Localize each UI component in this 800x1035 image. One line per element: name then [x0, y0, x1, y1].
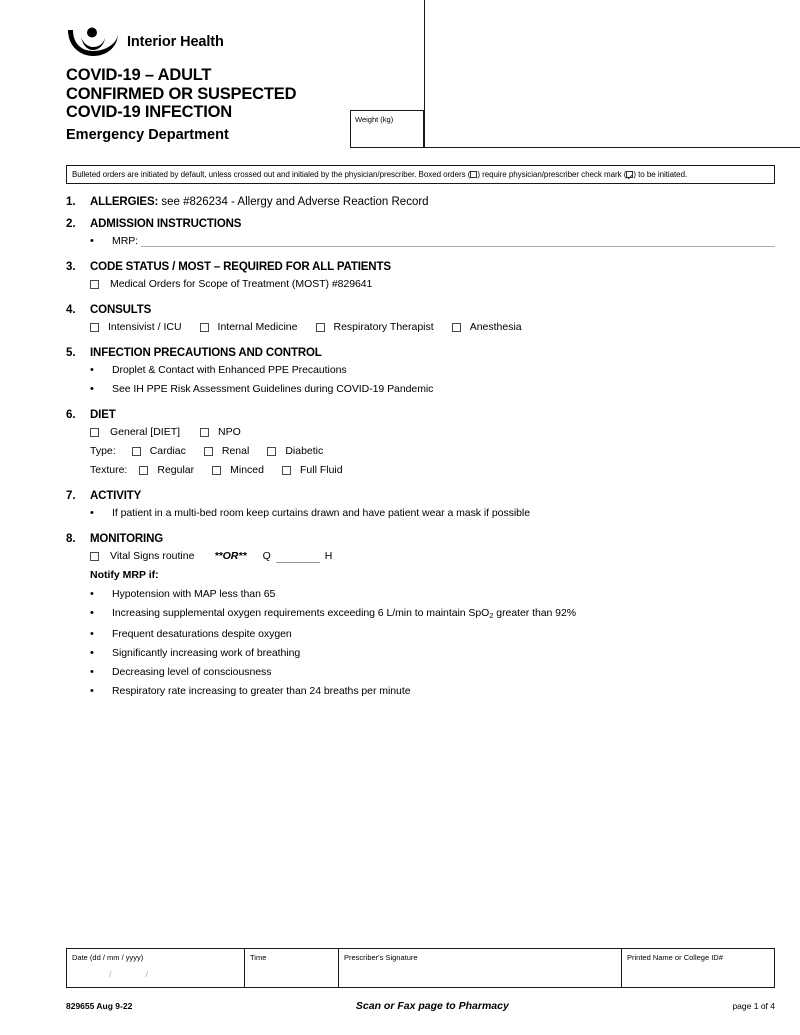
section-number: 8. — [66, 533, 76, 545]
diet-minced-checkbox[interactable] — [212, 466, 221, 475]
signature-table — [66, 948, 775, 988]
list-item — [90, 504, 800, 523]
section-number: 2. — [66, 218, 76, 230]
consult-respiratory-therapist-label: Respiratory Therapist — [333, 321, 434, 333]
diet-type-row — [90, 442, 800, 461]
section-allergies — [0, 196, 800, 208]
bullet-icon — [90, 663, 112, 682]
bullet-icon — [90, 644, 112, 663]
diet-cardiac-checkbox[interactable] — [132, 447, 141, 456]
orders-notice-bar — [66, 165, 775, 184]
oxygen-text-a: Increasing supplemental oxygen requirements exceeding 6 L/min to maintain SpO — [112, 607, 490, 619]
diet-renal-label: Renal — [221, 445, 250, 457]
diet-diabetic-checkbox[interactable] — [267, 447, 276, 456]
notify-text-oxygen — [112, 604, 576, 625]
section-number: 3. — [66, 261, 76, 273]
notice-part-1: Bulleted orders are initiated by default, unless crossed out and initialed by the physician/prescriber. Boxed orders ( — [72, 169, 471, 179]
page-footer — [66, 1000, 775, 1012]
list-item — [90, 663, 800, 682]
diet-primary-row — [90, 423, 800, 442]
activity-text: If patient in a multi-bed room keep curtains drawn and have patient wear a mask if possible — [112, 507, 531, 519]
most-order-row[interactable] — [90, 275, 800, 294]
notify-text: Significantly increasing work of breathing — [112, 647, 301, 659]
section-number: 1. — [66, 196, 76, 208]
diet-type-label: Type: — [90, 445, 116, 457]
section-number: 5. — [66, 347, 76, 359]
consult-option-anesthesia[interactable] — [452, 318, 522, 337]
section-title — [90, 196, 429, 208]
notify-mrp-heading: Notify MRP if: — [90, 569, 159, 581]
bullet-icon — [90, 604, 112, 623]
list-item — [90, 585, 800, 604]
diet-texture-row — [90, 461, 800, 480]
notify-text: Frequent desaturations despite oxygen — [112, 628, 292, 640]
form-content — [0, 196, 800, 711]
diet-minced-label: Minced — [230, 464, 264, 476]
diet-texture-label: Texture: — [90, 464, 128, 476]
q-frequency-prefix: Q — [262, 550, 271, 562]
section-title: CODE STATUS / MOST – REQUIRED FOR ALL PATIENTS — [90, 261, 391, 273]
diet-diabetic-label: Diabetic — [285, 445, 324, 457]
vital-signs-checkbox[interactable] — [90, 552, 99, 561]
consult-option-respiratory-therapist[interactable] — [316, 318, 434, 337]
section-monitoring — [0, 533, 800, 701]
most-checkbox[interactable] — [90, 280, 99, 289]
weight-field[interactable] — [350, 110, 424, 148]
section-diet — [0, 409, 800, 480]
diet-regular-checkbox[interactable] — [139, 466, 148, 475]
vital-signs-option[interactable] — [90, 547, 194, 566]
list-item — [90, 625, 800, 644]
diet-texture-full-fluid[interactable] — [282, 461, 343, 480]
diet-option-npo[interactable] — [200, 423, 241, 442]
time-column-header: Time — [250, 953, 267, 962]
vital-signs-row — [90, 547, 800, 566]
bullet-icon — [90, 585, 112, 604]
diet-renal-checkbox[interactable] — [204, 447, 213, 456]
diet-texture-regular[interactable] — [139, 461, 194, 480]
section-infection-precautions — [0, 347, 800, 399]
mrp-input-line[interactable] — [141, 246, 775, 247]
diet-option-general[interactable] — [90, 423, 180, 442]
consult-option-intensivist[interactable] — [90, 318, 182, 337]
consult-intensivist-checkbox[interactable] — [90, 323, 99, 332]
notice-part-2: ) require physician/prescriber check mark ( — [477, 169, 627, 179]
header-horizontal-divider — [350, 147, 800, 148]
weight-label: Weight (kg) — [355, 115, 394, 124]
date-cell[interactable] — [67, 949, 245, 987]
diet-type-diabetic[interactable] — [267, 442, 323, 461]
section-code-status — [0, 261, 800, 294]
section-number: 7. — [66, 490, 76, 502]
section-number: 4. — [66, 304, 76, 316]
q-frequency-input[interactable] — [276, 551, 320, 563]
notify-text: Respiratory rate increasing to greater than 24 breaths per minute — [112, 685, 411, 697]
section-title: ADMISSION INSTRUCTIONS — [90, 218, 242, 230]
most-label: Medical Orders for Scope of Treatment (MOST) #829641 — [110, 278, 373, 290]
section-title: CONSULTS — [90, 304, 152, 316]
vital-signs-label: Vital Signs routine — [110, 550, 195, 562]
section-number: 6. — [66, 409, 76, 421]
diet-general-checkbox[interactable] — [90, 428, 99, 437]
notify-text: Decreasing level of consciousness — [112, 666, 272, 678]
consult-intensivist-label: Intensivist / ICU — [108, 321, 182, 333]
time-cell[interactable] — [245, 949, 339, 987]
header-vertical-divider — [424, 0, 425, 148]
spo2-subscript: 2 — [489, 611, 494, 620]
interior-health-person-logo-icon — [66, 27, 120, 57]
diet-general-label: General [DIET] — [110, 426, 181, 438]
consult-internal-medicine-checkbox[interactable] — [200, 323, 209, 332]
organization-logo — [66, 27, 224, 57]
page-number: page 1 of 4 — [732, 1001, 775, 1011]
or-separator: **OR** — [214, 550, 247, 562]
consults-options-row — [90, 318, 800, 337]
pharmacy-note: Scan or Fax page to Pharmacy — [355, 1000, 509, 1012]
list-item — [90, 644, 800, 663]
notice-part-3: ) to be initiated. — [633, 169, 688, 179]
notify-text: Hypotension with MAP less than 65 — [112, 588, 276, 600]
signature-column-header: Prescriber's Signature — [344, 953, 418, 962]
form-number: 829655 Aug 9-22 — [66, 1001, 133, 1011]
oxygen-text-b: greater than 92% — [493, 607, 577, 619]
list-item — [90, 604, 800, 625]
section-admission-instructions — [0, 218, 800, 251]
diet-cardiac-label: Cardiac — [149, 445, 186, 457]
diet-npo-label: NPO — [218, 426, 241, 438]
bullet-icon — [90, 682, 112, 701]
page-header — [0, 0, 800, 150]
section-title: INFECTION PRECAUTIONS AND CONTROL — [90, 347, 322, 359]
page-subtitle: Emergency Department — [66, 126, 229, 143]
bullet-icon — [90, 232, 112, 251]
consult-respiratory-therapist-checkbox[interactable] — [316, 323, 325, 332]
section-consults — [0, 304, 800, 337]
diet-npo-checkbox[interactable] — [200, 428, 209, 437]
diet-type-cardiac[interactable] — [132, 442, 186, 461]
page-title — [66, 66, 296, 145]
title-line-1: COVID-19 – ADULT — [66, 66, 212, 84]
consult-anesthesia-label: Anesthesia — [469, 321, 522, 333]
orders-notice-text — [72, 170, 687, 180]
printed-name-column-header: Printed Name or College ID# — [627, 953, 723, 962]
signature-cell[interactable] — [339, 949, 622, 987]
list-item — [90, 380, 800, 399]
bullet-icon — [90, 625, 112, 644]
section-title: DIET — [90, 409, 116, 421]
organization-name: Interior Health — [127, 34, 224, 50]
section-activity — [0, 490, 800, 523]
checked-checkbox-icon — [626, 171, 633, 178]
mrp-row — [90, 232, 800, 251]
bullet-icon — [90, 361, 112, 380]
section-title: ACTIVITY — [90, 490, 142, 502]
list-item — [90, 682, 800, 701]
precaution-text: See IH PPE Risk Assessment Guidelines during COVID-19 Pandemic — [112, 383, 434, 395]
list-item — [90, 361, 800, 380]
diet-full-fluid-checkbox[interactable] — [282, 466, 291, 475]
allergies-reference: see #826234 - Allergy and Adverse Reaction Record — [158, 196, 429, 208]
consult-option-internal-medicine[interactable] — [200, 318, 298, 337]
section-title: MONITORING — [90, 533, 164, 545]
diet-type-renal[interactable] — [204, 442, 249, 461]
date-slash-marks: // — [109, 969, 183, 979]
bullet-icon — [90, 504, 112, 523]
consult-internal-medicine-label: Internal Medicine — [217, 321, 298, 333]
empty-checkbox-icon — [470, 171, 477, 178]
diet-regular-label: Regular — [157, 464, 195, 476]
consult-anesthesia-checkbox[interactable] — [452, 323, 461, 332]
precaution-text: Droplet & Contact with Enhanced PPE Precautions — [112, 364, 347, 376]
bullet-icon — [90, 380, 112, 399]
diet-full-fluid-label: Full Fluid — [300, 464, 343, 476]
q-frequency-suffix: H — [324, 550, 333, 562]
printed-name-cell[interactable] — [622, 949, 774, 987]
date-column-header: Date (dd / mm / yyyy) — [72, 953, 144, 962]
section-title-text: ALLERGIES: — [90, 196, 159, 208]
mrp-label: MRP: — [112, 235, 139, 247]
title-line-2: CONFIRMED OR SUSPECTED — [66, 84, 297, 103]
title-line-3: COVID-19 INFECTION — [66, 103, 233, 121]
diet-texture-minced[interactable] — [212, 461, 264, 480]
